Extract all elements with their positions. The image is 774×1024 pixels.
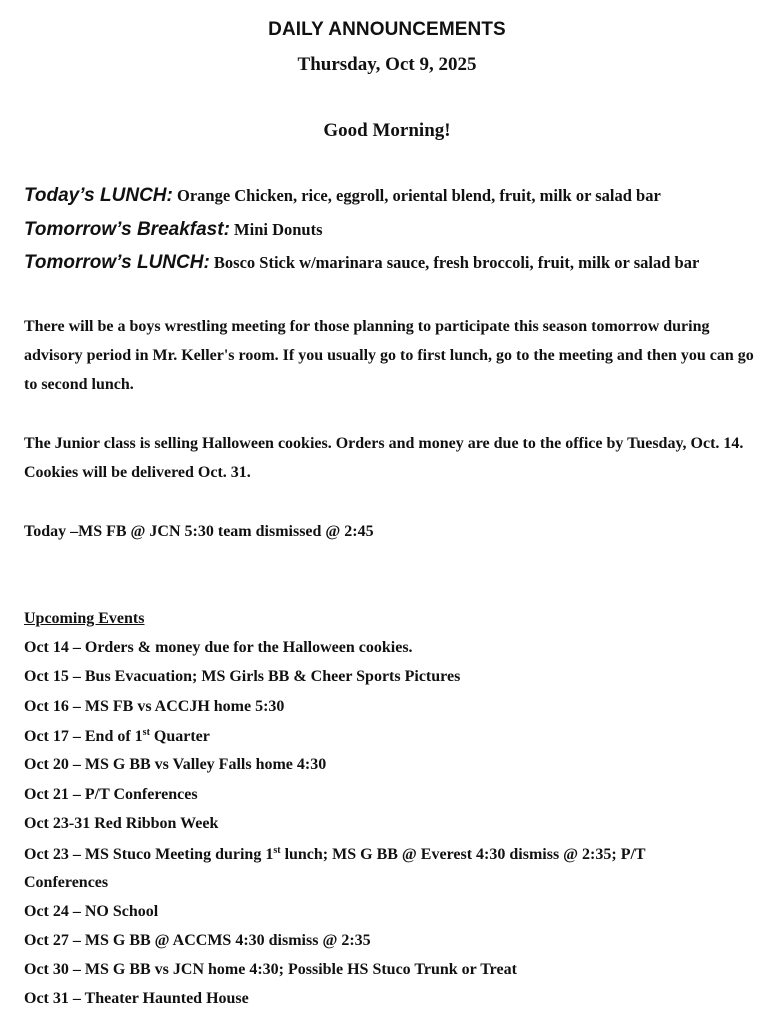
event-text: Oct 17 – End of 1 [24, 728, 143, 745]
today-lunch-label: Today’s LUNCH: [24, 185, 173, 206]
event-item [24, 845, 646, 864]
date-heading: Thursday, Oct 9, 2025 [297, 54, 477, 75]
tomorrow-breakfast-text: Mini Donuts [234, 220, 323, 239]
wrestling-announcement: There will be a boys wrestling meeting for those planning to participate this season tomorrow during advisory period in Mr. Keller's room. If you usually go to first lunch, go to the meeting and then you can go to second lunch. [24, 318, 754, 394]
event-item-continuation: Conferences [24, 874, 109, 891]
tomorrow-lunch-text: Bosco Stick w/marinara sauce, fresh broccoli, fruit, milk or salad bar [213, 253, 700, 272]
event-item: Oct 21 – P/T Conferences [24, 786, 198, 803]
page-title: DAILY ANNOUNCEMENTS [268, 19, 506, 40]
event-item: Oct 20 – MS G BB vs Valley Falls home 4:30 [24, 756, 327, 773]
ordinal-suffix: st [273, 845, 281, 856]
event-item: Oct 31 – Theater Haunted House [24, 990, 249, 1007]
tomorrow-lunch-line [24, 252, 699, 274]
event-item: Oct 14 – Orders & money due for the Halloween cookies. [24, 639, 413, 656]
tomorrow-lunch-label: Tomorrow’s LUNCH: [24, 252, 210, 273]
today-event: Today –MS FB @ JCN 5:30 team dismissed @ 2:45 [24, 523, 374, 540]
event-item: Oct 23-31 Red Ribbon Week [24, 815, 219, 832]
today-lunch-text: Orange Chicken, rice, eggroll, oriental blend, fruit, milk or salad bar [176, 186, 661, 205]
event-item: Oct 27 – MS G BB @ ACCMS 4:30 dismiss @ 2:35 [24, 932, 371, 949]
ordinal-suffix: st [142, 727, 150, 738]
event-item: Oct 30 – MS G BB vs JCN home 4:30; Possible HS Stuco Trunk or Treat [24, 961, 517, 978]
cookie-announcement: The Junior class is selling Halloween cookies. Orders and money are due to the office by Tuesday, Oct. 14. Cookies will be delivered Oct. 31. [24, 435, 744, 482]
event-item: Oct 24 – NO School [24, 903, 159, 920]
event-item [24, 727, 210, 746]
event-text: lunch; MS G BB @ Everest 4:30 dismiss @ 2:35; P/T [280, 846, 646, 863]
event-text: Oct 23 – MS Stuco Meeting during 1 [24, 846, 274, 863]
upcoming-events-heading: Upcoming Events [24, 610, 145, 627]
event-item: Oct 15 – Bus Evacuation; MS Girls BB & Cheer Sports Pictures [24, 668, 461, 685]
tomorrow-breakfast-line [24, 219, 323, 241]
tomorrow-breakfast-label: Tomorrow’s Breakfast: [24, 219, 230, 240]
event-text: Quarter [149, 728, 210, 745]
greeting: Good Morning! [323, 120, 451, 141]
event-item: Oct 16 – MS FB vs ACCJH home 5:30 [24, 698, 285, 715]
today-lunch-line [24, 185, 661, 207]
